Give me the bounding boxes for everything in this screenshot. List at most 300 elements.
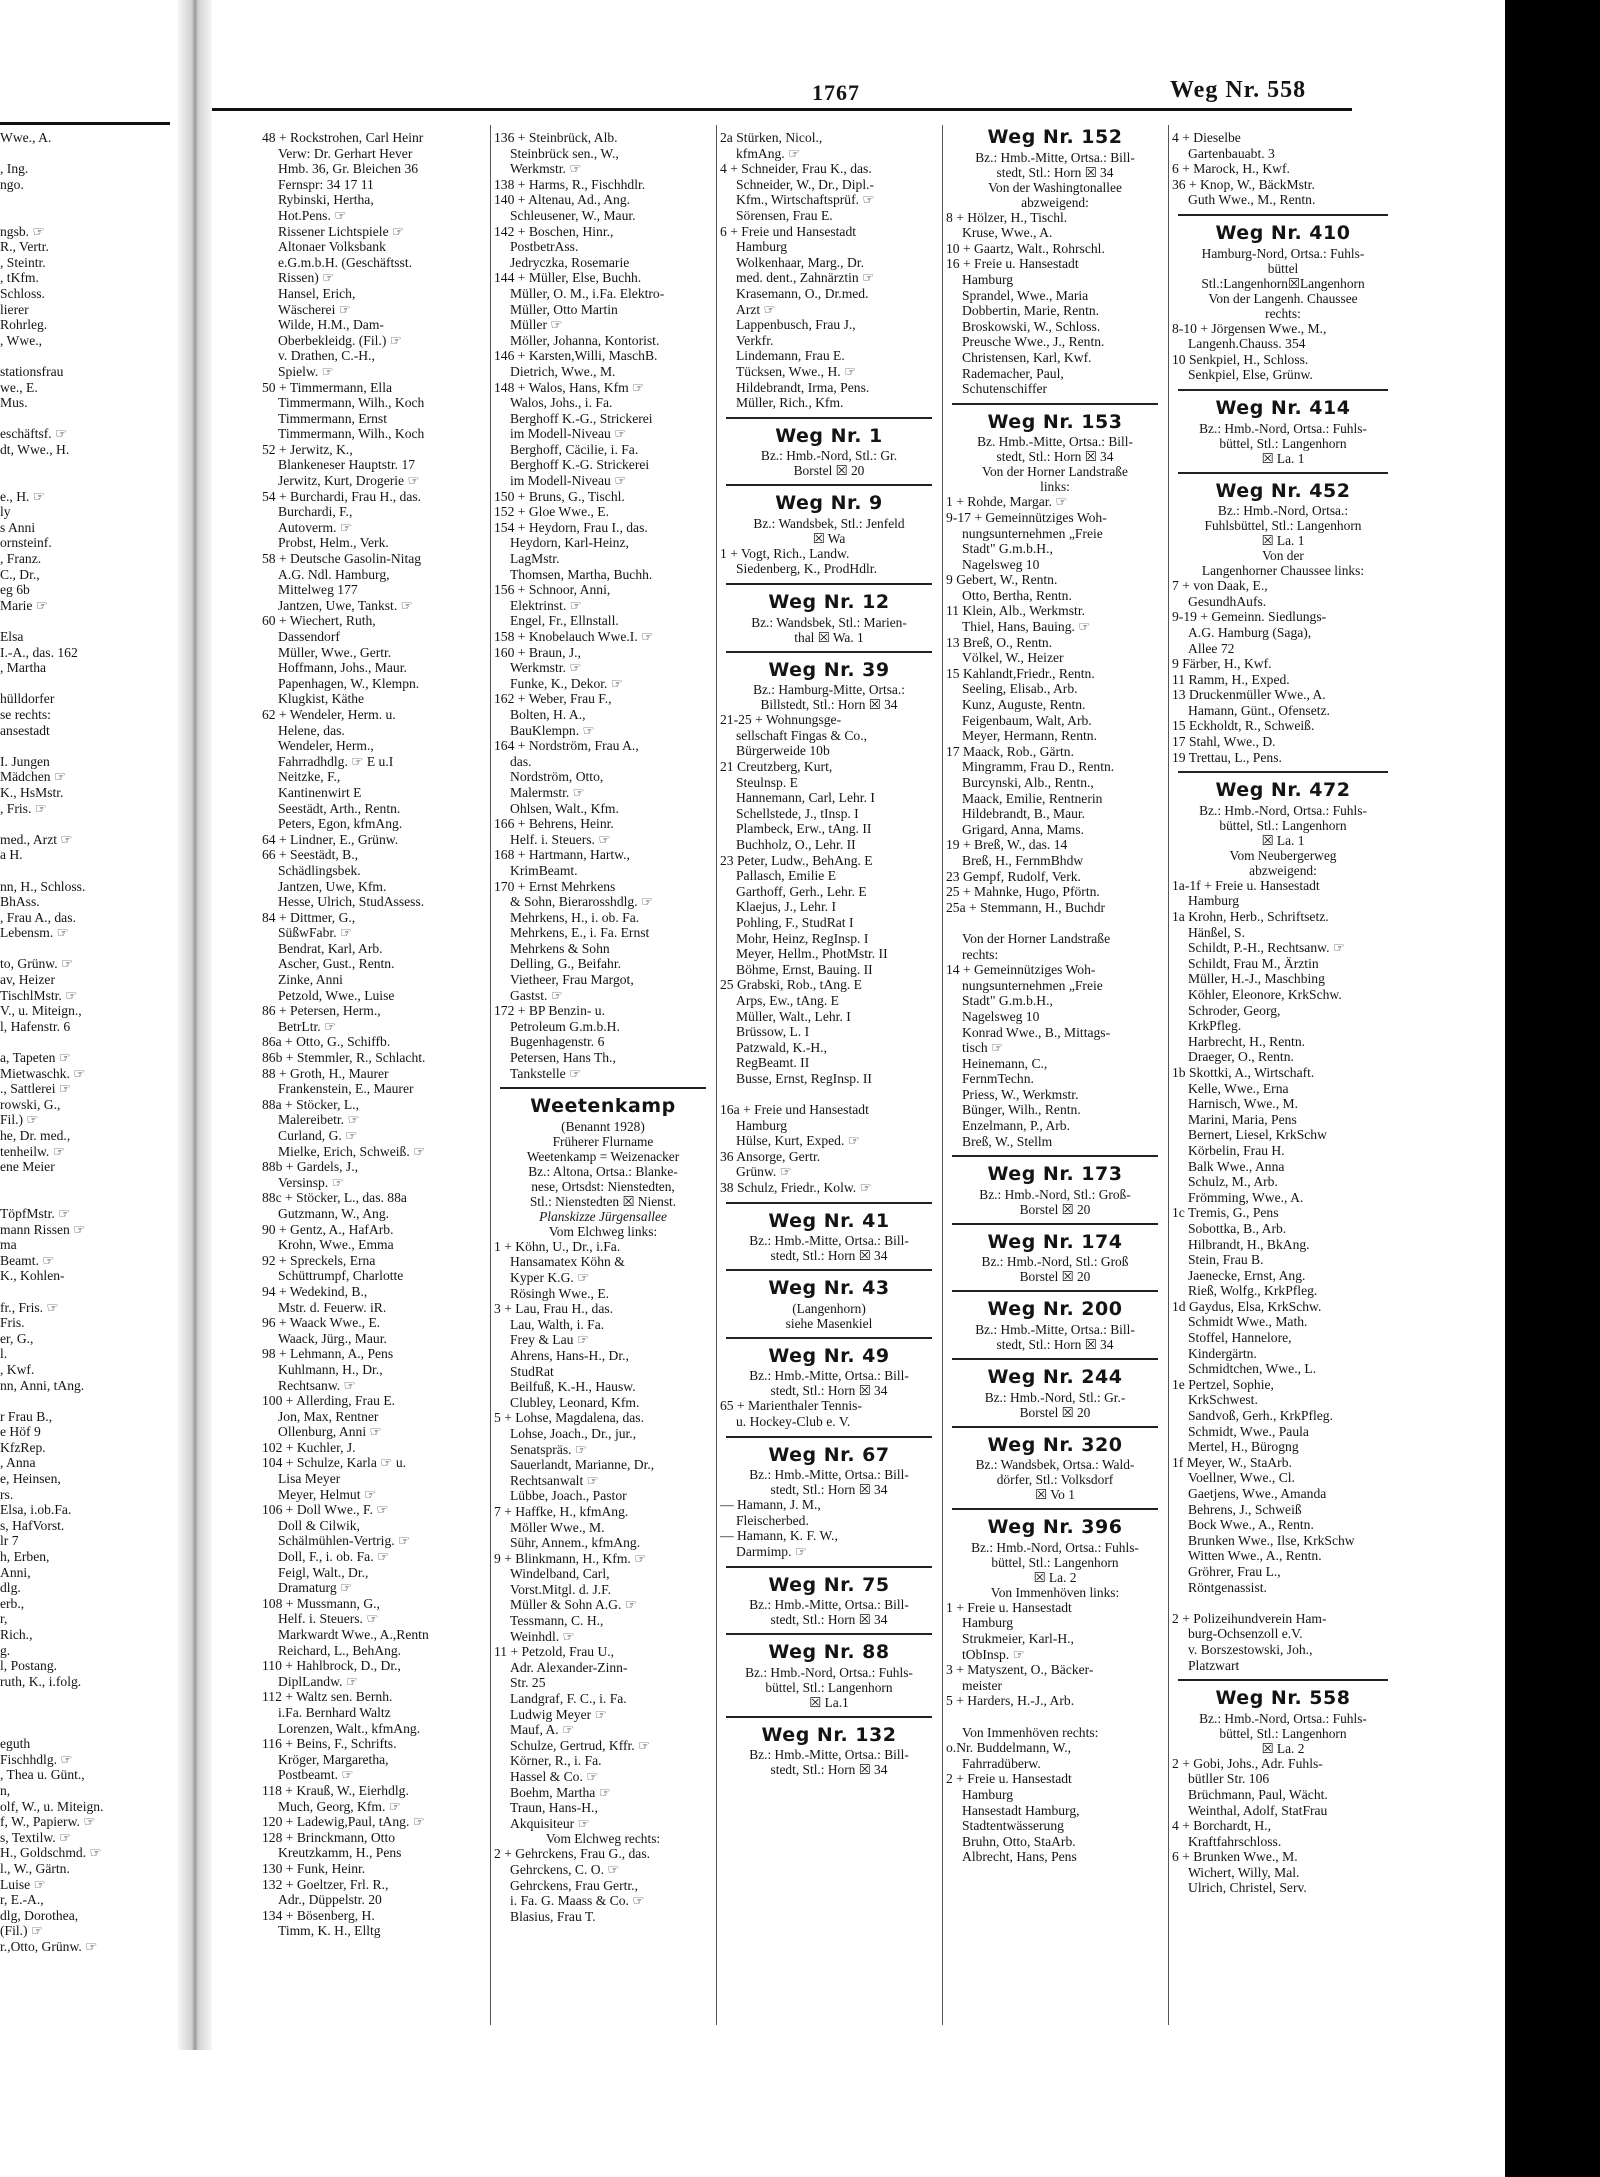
directory-entry: Petroleum G.m.b.H. [510, 1018, 620, 1034]
directory-entry: das. [510, 753, 532, 769]
street-info: stedt, Stl.: Horn ☒ 34 [770, 1482, 888, 1498]
directory-entry: Voellner, Wwe., Cl. [1188, 1470, 1295, 1486]
section-rule [952, 1155, 1158, 1157]
directory-entry: Vorst.Mitgl. d. J.F. [510, 1581, 612, 1597]
directory-entry: 7 + von Daak, E., [1172, 578, 1268, 594]
directory-entry: 118 + Krauß, W., Eierhdlg. [262, 1782, 409, 1798]
directory-entry: 86b + Stemmler, R., Schlacht. [262, 1050, 426, 1066]
directory-entry: Von Immenhöven rechts: [962, 1724, 1099, 1740]
directory-entry: Meyer, Hermann, Rentn. [962, 728, 1097, 744]
directory-entry: meister [962, 1677, 1003, 1693]
directory-entry: 1 + Rohde, Margar. ☞ [946, 494, 1068, 510]
stub-entry: r, E.-A., [0, 1892, 44, 1908]
directory-entry: Curland, G. ☞ [278, 1128, 358, 1143]
directory-entry: Grigard, Anna, Mams. [962, 821, 1084, 837]
directory-entry: Lau, Walth, i. Fa. [510, 1316, 605, 1332]
directory-entry: Mertel, H., Bürogng [1188, 1439, 1299, 1455]
stub-entry [0, 676, 170, 692]
stub-entry: H., Goldschmd. ☞ [0, 1845, 102, 1861]
directory-entry: Witten Wwe., A., Rentn. [1188, 1548, 1322, 1564]
section-rule [1178, 214, 1388, 216]
stub-entry: ngsb. ☞ [0, 223, 45, 239]
directory-entry: Brüssow, L. I [736, 1024, 810, 1040]
directory-entry: Seeling, Elisab., Arb. [962, 681, 1078, 697]
directory-entry: 50 + Timmermann, Ella [262, 379, 393, 395]
section-rule [726, 1202, 932, 1204]
directory-entry: Pallasch, Emilie E [736, 868, 837, 884]
stub-entry: Luise ☞ [0, 1876, 46, 1892]
directory-entry: Röntgenassist. [1188, 1579, 1267, 1595]
directory-entry: 90 + Gentz, A., HafArb. [262, 1221, 394, 1237]
directory-entry: Beilfuß, K.-H., Hausw. [510, 1379, 636, 1395]
street-info: Bz.: Hmb.-Nord, Ortsa.: Fuhls- [1199, 420, 1367, 436]
directory-entry: 172 + BP Benzin- u. [494, 1003, 605, 1019]
directory-entry: Schutenschiffer [962, 381, 1048, 397]
street-info: Borstel ☒ 20 [1019, 1404, 1091, 1420]
directory-entry: Garthoff, Gerh., Lehr. E [736, 883, 867, 899]
stub-entry: K., HsMstr. [0, 784, 64, 800]
directory-entry: 5 + Harders, H.-J., Arb. [946, 1693, 1075, 1709]
directory-entry: Hildebrandt, B., Maur. [962, 806, 1086, 822]
directory-entry: Berghoff K.-G. Strickerei [510, 457, 650, 473]
directory-entry: 1 + Vogt, Rich., Landw. [720, 545, 850, 561]
directory-entry: 3 + Matyszent, O., Bäcker- [946, 1662, 1094, 1678]
directory-entry: Reichard, L., BehAng. [278, 1642, 402, 1658]
directory-entry: Schulze, Gertrud, Kffr. ☞ [510, 1737, 651, 1753]
directory-entry: Schellstede, J., tInsp. I [736, 805, 859, 821]
street-info: Von der Langenh. Chaussee [1208, 290, 1358, 306]
directory-entry: Stadtentwässerung [962, 1818, 1064, 1834]
directory-entry: 21-25 + Wohnungsge- [720, 712, 842, 728]
directory-entry: Stadt" G.m.b.H., [962, 541, 1053, 557]
directory-entry: 3 + Lau, Frau H., das. [494, 1301, 614, 1317]
column-2-entries [494, 130, 712, 1081]
directory-entry: Schroder, Georg, [1188, 1002, 1281, 1018]
directory-entry: Böhme, Ernst, Bauing. II [736, 961, 873, 977]
directory-entry: 2 + Gehrckens, Frau G., das. [494, 1846, 651, 1862]
directory-entry: FernmTechn. [962, 1071, 1034, 1087]
street-info: siehe Masenkiel [785, 1315, 873, 1331]
directory-entry: Fahrradhdlg. ☞ E u.I [278, 753, 394, 769]
directory-entry: 2 + Freie u. Hansestadt [946, 1771, 1072, 1787]
street-info: Bz.: Hamburg-Mitte, Ortsa.: [753, 682, 905, 698]
directory-entry: Sandvoß, Gerh., KrkPfleg. [1188, 1408, 1333, 1424]
directory-entry: i. Fa. G. Maass & Co. ☞ [510, 1893, 645, 1909]
street-info: Hamburg-Nord, Ortsa.: Fuhls- [1201, 245, 1365, 261]
directory-entry: Sprandel, Wwe., Maria [962, 287, 1089, 303]
stub-entry: Fris. [0, 1315, 25, 1331]
directory-entry: 10 + Gaartz, Walt., Rohrschl. [946, 240, 1105, 256]
directory-entry: 25 Grabski, Rob., tAng. E [720, 977, 862, 993]
directory-entry: Mittelweg 177 [278, 582, 358, 598]
directory-entry: Funke, K., Dekor. ☞ [510, 675, 623, 691]
street-info: Langenhorner Chaussee links: [1201, 563, 1365, 579]
section-rule [952, 1358, 1158, 1360]
directory-entry: 148 + Walos, Hans, Kfm ☞ [494, 379, 645, 395]
directory-entry: Nordström, Otto, [510, 769, 604, 785]
street-heading: Weg Nr. 39 [768, 658, 890, 681]
street-info: büttel, Stl.: Langenhorn [991, 1554, 1119, 1570]
directory-entry: Adr. Alexander-Zinn- [510, 1659, 628, 1675]
directory-entry: Jantzen, Uwe, Tankst. ☞ [278, 597, 413, 613]
stub-entry: TischlMstr. ☞ [0, 987, 78, 1003]
street-info: büttel, Stl.: Langenhorn [1219, 817, 1347, 833]
stub-entry: C., Dr., [0, 566, 40, 582]
stub-entry: ma [0, 1237, 17, 1253]
directory-entry: im Modell-Niveau ☞ [510, 426, 627, 442]
stub-entry: fr., Fris. ☞ [0, 1299, 59, 1315]
stub-entry: l, Hafenstr. 6 [0, 1018, 71, 1034]
stub-entry: Wwe., A. [0, 130, 52, 145]
directory-entry: A.G. Ndl. Hamburg, [278, 566, 390, 582]
street-heading: Weg Nr. 41 [768, 1209, 890, 1232]
stub-entry: l, Postang. [0, 1658, 58, 1674]
directory-entry: tisch ☞ [962, 1040, 1004, 1056]
directory-entry: Gastst. ☞ [510, 987, 563, 1003]
stub-entry: , Thea u. Günt., [0, 1767, 85, 1783]
stub-entry: tenheilw. ☞ [0, 1143, 65, 1159]
directory-entry: DiplLandw. ☞ [278, 1673, 359, 1689]
directory-entry: Marini, Maria, Pens [1188, 1111, 1297, 1127]
street-heading: Weetenkamp [530, 1095, 676, 1118]
directory-entry: Gröhrer, Frau L., [1188, 1563, 1281, 1579]
stub-entry: ly [0, 504, 11, 520]
stub-entry: Rich., [0, 1627, 33, 1642]
street-info: thal ☒ Wa. 1 [794, 629, 864, 645]
directory-entry: 66 + Seestädt, B., [262, 847, 359, 863]
stub-entry: KfzRep. [0, 1439, 46, 1455]
directory-entry: Stoffel, Hannelore, [1188, 1330, 1292, 1346]
directory-entry: Doll, F., i. ob. Fa. ☞ [278, 1549, 390, 1565]
directory-entry: Christensen, Karl, Kwf. [962, 349, 1092, 365]
stub-entry: r.,Otto, Grünw. ☞ [0, 1938, 98, 1954]
stub-entry [0, 146, 170, 162]
directory-entry: Helf. i. Steuers. ☞ [510, 831, 611, 847]
directory-entry: Hassel & Co. ☞ [510, 1769, 599, 1784]
directory-entry: 102 + Kuchler, J. [262, 1439, 356, 1455]
directory-entry: Müller, H.-J., Maschbing [1188, 971, 1325, 987]
directory-entry: 8 + Hölzer, H., Tischl. [946, 209, 1068, 225]
directory-entry: 23 Peter, Ludw., BehAng. E [720, 852, 873, 868]
stub-entry: I.-A., das. 162 [0, 644, 78, 660]
directory-entry: Gehrckens, C. O. ☞ [510, 1861, 620, 1877]
stub-entry: TöpfMstr. ☞ [0, 1205, 71, 1221]
directory-entry: Albrecht, Hans, Pens [962, 1849, 1077, 1865]
directory-entry: 132 + Goeltzer, Frl. R., [262, 1876, 389, 1892]
section-rule [952, 1290, 1158, 1292]
directory-entry: Hamburg [962, 1786, 1014, 1802]
street-info: Bz. Hmb.-Mitte, Ortsa.: Bill- [977, 434, 1133, 450]
directory-entry: BauKlempn. ☞ [510, 722, 595, 738]
stub-entry: Lebensm. ☞ [0, 925, 69, 941]
stub-entry: e Höf 9 [0, 1424, 41, 1440]
directory-entry: Oberbekleidg. (Fil.) ☞ [278, 332, 402, 348]
directory-entry: 9-17 + Gemeinnütziges Woh- [946, 509, 1107, 525]
directory-entry: Stein, Frau B. [1188, 1252, 1264, 1268]
street-direction: Vom Elchweg links: [548, 1223, 658, 1239]
directory-entry: Rissen) ☞ [278, 270, 335, 286]
directory-entry: Lorenzen, Walt., kfmAng. [278, 1720, 421, 1736]
directory-entry: 13 Breß, O., Rentn. [946, 634, 1053, 650]
street-info: Bz.: Wandsbek, Stl.: Jenfeld [753, 515, 905, 531]
directory-entry: Möller, Johanna, Kontorist. [510, 332, 660, 348]
directory-entry: 6 + Brunken Wwe., M. [1172, 1849, 1298, 1865]
directory-entry: Mielke, Erich, Schweiß. ☞ [278, 1143, 426, 1159]
header-rule [212, 108, 1352, 111]
directory-entry: Fleischerbed. [736, 1512, 809, 1528]
directory-entry: i.Fa. Bernhard Waltz [278, 1704, 391, 1720]
street-info: ☒ La. 1 [1261, 450, 1305, 466]
directory-entry: Akquisiteur ☞ [510, 1815, 590, 1831]
directory-entry: Schulz, M., Arb. [1188, 1174, 1278, 1190]
stub-entry [0, 1190, 170, 1206]
directory-entry: Gaetjens, Wwe., Amanda [1188, 1486, 1327, 1501]
street-info: abzweigend: [1021, 194, 1089, 210]
directory-entry: Otto, Bertha, Rentn. [962, 587, 1072, 603]
street-info: abzweigend: [1249, 862, 1317, 878]
directory-entry: 58 + Deutsche Gasolin-Nitag [262, 551, 422, 567]
stub-entry: s, HafVorst. [0, 1517, 65, 1533]
directory-entry: Hilbrandt, H., BkAng. [1188, 1236, 1310, 1252]
directory-entry: Siedenberg, K., ProdHdlr. [736, 561, 877, 577]
stub-entry: f, W., Papierw. ☞ [0, 1814, 96, 1830]
stub-entry: lr 7 [0, 1533, 19, 1549]
directory-entry: Autoverm. ☞ [278, 519, 353, 535]
directory-entry: Jon, Max, Rentner [278, 1408, 379, 1424]
directory-entry: Str. 25 [510, 1675, 546, 1691]
directory-entry: nungsunternehmen „Freie [962, 977, 1103, 993]
street-info: Bz.: Hmb.-Mitte, Ortsa.: Bill- [749, 1467, 909, 1483]
directory-entry: 13 Druckenmüller Wwe., A. [1172, 687, 1326, 703]
directory-entry: 98 + Lehmann, A., Pens [262, 1346, 394, 1362]
directory-entry: sellschaft Fingas & Co., [736, 727, 868, 743]
stub-entry: K., Kohlen- [0, 1268, 65, 1284]
stub-entry: r, [0, 1611, 8, 1627]
directory-entry: 36 Ansorge, Gertr. [720, 1148, 821, 1164]
directory-entry: Ludwig Meyer ☞ [510, 1706, 607, 1722]
directory-entry: Ascher, Gust., Rentn. [278, 956, 395, 972]
stub-entry: Elsa, i.ob.Fa. [0, 1502, 72, 1518]
directory-entry: 25a + Stemmann, H., Buchdr [946, 899, 1106, 915]
stub-entry [0, 1393, 170, 1409]
directory-entry: 92 + Spreckels, Erna [262, 1252, 376, 1268]
directory-entry: 21 Creutzberg, Kurt, [720, 759, 833, 775]
directory-entry: Breß, H., FernmBhdw [962, 852, 1084, 868]
stub-entry: Fischhdlg. ☞ [0, 1751, 73, 1767]
stub-entry: n, [0, 1782, 11, 1798]
street-info: stedt, Stl.: Horn ☒ 34 [770, 1383, 888, 1399]
directory-entry: 7 + Haffke, H., kfmAng. [494, 1503, 629, 1519]
directory-entry: 142 + Boschen, Hinr., [494, 223, 614, 239]
directory-entry: Berghoff K.-G., Strickerei [510, 410, 653, 426]
stub-entry [0, 1034, 170, 1050]
directory-entry: 88c + Stöcker, L., das. 88a [262, 1190, 407, 1206]
directory-entry: Zinke, Anni [278, 972, 343, 988]
directory-entry: 64 + Lindner, E., Grünw. [262, 831, 399, 847]
directory-entry: 1e Pertzel, Sophie, [1172, 1376, 1274, 1392]
column-5 [1172, 130, 1394, 1896]
directory-entry: Schädlingsbek. [278, 862, 361, 878]
street-info: Bz.: Wandsbek, Stl.: Marien- [751, 614, 907, 630]
directory-entry: Mingramm, Frau D., Rentn. [962, 759, 1115, 775]
stub-entry: Fil.) ☞ [0, 1112, 39, 1128]
directory-entry: 6 + Freie und Hansestadt [720, 223, 857, 239]
directory-entry: Petzold, Wwe., Luise [278, 987, 395, 1003]
street-info: Bz.: Hmb.-Mitte, Ortsa.: Bill- [975, 149, 1135, 165]
directory-entry: Dobbertin, Marie, Rentn. [962, 303, 1100, 319]
directory-entry: Rieß, Wolfg., KrkPfleg. [1188, 1283, 1318, 1299]
directory-entry: 36 + Knop, W., BäckMstr. [1172, 176, 1315, 192]
directory-entry: Nagelsweg 10 [962, 556, 1040, 572]
stub-entry: eg 6b [0, 582, 30, 598]
directory-entry: Rechtsanw. ☞ [278, 1377, 356, 1393]
directory-entry: Broskowski, W., Schloss. [962, 318, 1101, 334]
street-info: Bz.: Hmb.-Nord, Stl.: Groß [981, 1254, 1129, 1270]
street-info: Borstel ☒ 20 [1019, 1269, 1091, 1285]
directory-entry: Hot.Pens. ☞ [278, 207, 347, 223]
directory-entry: 4 + Borchardt, H., [1172, 1818, 1272, 1834]
directory-entry: 112 + Waltz sen. Bernh. [262, 1689, 393, 1705]
directory-entry: 106 + Doll Wwe., F. ☞ [262, 1502, 389, 1518]
street-info: links: [1040, 479, 1070, 495]
directory-entry: e.G.m.b.H. (Geschäftsst. [278, 254, 413, 270]
stub-entry: e., H. ☞ [0, 488, 46, 504]
column-separator [1168, 125, 1169, 2025]
directory-entry: 9 Färber, H., Kwf. [1172, 656, 1272, 672]
street-heading: Weg Nr. 43 [768, 1277, 890, 1300]
street-info: dörfer, Stl.: Volksdorf [996, 1472, 1114, 1488]
directory-entry: Feigl, Walt., Dr., [278, 1564, 369, 1580]
directory-entry: rechts: [962, 946, 999, 962]
directory-entry: 1a Krohn, Herb., Schriftsetz. [1172, 909, 1329, 925]
directory-entry: 4 + Schneider, Frau K., das. [720, 161, 872, 177]
stub-entry: dlg. [0, 1580, 21, 1596]
directory-entry: Konrad Wwe., B., Mittags- [962, 1024, 1111, 1040]
stub-entry: , Anna [0, 1455, 36, 1471]
directory-entry: Kröger, Margaretha, [278, 1751, 389, 1767]
directory-entry: 1d Gaydus, Elsa, KrkSchw. [1172, 1298, 1322, 1314]
stub-entry: to, Grünw. ☞ [0, 956, 74, 972]
directory-entry: A.G. Hamburg (Saga), [1188, 624, 1312, 640]
directory-entry: Arzt ☞ [736, 301, 776, 317]
directory-entry: Bünger, Wilh., Rentn. [962, 1102, 1081, 1118]
stub-entry: we., E. [0, 379, 38, 395]
directory-entry: Mehrkens, E., i. Fa. Ernst [510, 925, 650, 941]
street-info: stedt, Stl.: Horn ☒ 34 [770, 1612, 888, 1628]
directory-entry: Rechtsanwalt ☞ [510, 1472, 599, 1488]
stub-entry: I. Jungen [0, 753, 50, 769]
directory-entry: 15 Eckholdt, R., Schweiß. [1172, 718, 1315, 734]
directory-entry: Feigenbaum, Walt, Arb. [962, 712, 1092, 728]
directory-entry: Lohse, Joach., Dr., jur., [510, 1425, 637, 1441]
directory-entry: Senkpiel, Else, Grünw. [1188, 367, 1313, 383]
section-rule [1178, 472, 1388, 474]
directory-entry: 8-10 + Jörgensen Wwe., M., [1172, 320, 1327, 336]
directory-entry: Maack, Emilie, Rentnerin [962, 790, 1103, 806]
stub-entry [0, 738, 170, 754]
page-number: 1767 [812, 80, 860, 105]
directory-entry: Hamburg [736, 1117, 788, 1133]
directory-entry: Bernert, Liesel, KrkSchw [1188, 1127, 1327, 1143]
street-info: Bz.: Hmb.-Nord, Ortsa.: Fuhls- [745, 1664, 913, 1680]
directory-entry: Bruhn, Otto, StaArb. [962, 1833, 1076, 1849]
street-heading: Weg Nr. 173 [987, 1163, 1123, 1186]
directory-entry: 19 Trettau, L., Pens. [1172, 749, 1282, 765]
section-rule [726, 1633, 932, 1635]
directory-entry: 2 + Polizeihundverein Ham- [1172, 1610, 1327, 1626]
street-named-date: (Benannt 1928) [561, 1118, 645, 1134]
directory-entry: Weinthal, Adolf, StatFrau [1188, 1802, 1328, 1818]
street-heading: Weg Nr. 396 [987, 1516, 1123, 1539]
running-head: Weg Nr. 558 [1170, 77, 1307, 103]
directory-entry: Müller ☞ [510, 317, 563, 333]
street-heading: Weg Nr. 67 [768, 1443, 890, 1466]
stub-entry: s Anni [0, 519, 36, 535]
street-info: Bz.: Hmb.-Nord, Ortsa.: Fuhls- [971, 1539, 1139, 1555]
directory-entry: Steulnsp. E [736, 774, 798, 790]
directory-entry: Postbeamt. ☞ [278, 1767, 354, 1783]
street-district: Bz.: Altona, Ortsa.: Blanke- [528, 1163, 678, 1179]
directory-entry: Langenh.Chauss. 354 [1188, 336, 1306, 352]
directory-entry: KrkSchwest. [1188, 1392, 1258, 1408]
directory-entry: Hamburg [1188, 893, 1240, 909]
directory-entry: Burcynski, Alb., Rentn., [962, 775, 1094, 790]
street-info: rechts: [1265, 305, 1301, 321]
directory-entry: 130 + Funk, Heinr. [262, 1860, 366, 1876]
directory-entry: Jedryczka, Rosemarie [510, 254, 630, 270]
stub-entry: V., u. Miteign., [0, 1003, 82, 1019]
directory-entry: Kelle, Wwe., Erna [1188, 1080, 1289, 1096]
directory-entry: Delling, G., Beifahr. [510, 956, 621, 972]
directory-entry: Altonaer Volksbank [278, 239, 386, 255]
stub-entry [0, 1705, 170, 1721]
directory-entry: Rademacher, Paul, [962, 365, 1064, 381]
street-heading: Weg Nr. 558 [1215, 1687, 1351, 1710]
street-info: ☒ Vo 1 [1035, 1487, 1075, 1503]
stub-entry: l. [0, 1346, 8, 1362]
section-rule [1178, 389, 1388, 391]
directory-entry: Ulrich, Christel, Serv. [1188, 1880, 1307, 1896]
directory-entry: Nagelsweg 10 [962, 1008, 1040, 1024]
directory-entry: Platzwart [1188, 1657, 1240, 1673]
directory-entry: Adr., Düppelstr. 20 [278, 1892, 382, 1908]
directory-entry: Doll & Cilwik, [278, 1517, 360, 1533]
street-heading: Weg Nr. 472 [1215, 779, 1351, 802]
directory-entry: Verkfr. [736, 332, 774, 348]
street-info: Bz.: Hmb.-Mitte, Ortsa.: Bill- [749, 1597, 909, 1613]
directory-entry: Völkel, W., Heizer [962, 650, 1064, 666]
section-rule [952, 1426, 1158, 1428]
directory-entry: Patzwald, K.-H., [736, 1039, 827, 1055]
directory-entry: Guth Wwe., M., Rentn. [1188, 192, 1316, 208]
stub-entry: r Frau B., [0, 1408, 53, 1424]
directory-entry: Spielw. ☞ [278, 363, 334, 379]
directory-entry: kfmAng. ☞ [736, 145, 801, 161]
directory-entry: 23 Gempf, Rudolf, Verk. [946, 868, 1081, 884]
street-heading: Weg Nr. 12 [768, 591, 890, 614]
stub-entry [0, 613, 170, 629]
directory-entry: Sühr, Annem., kfmAng. [510, 1535, 641, 1551]
directory-entry: 38 Schulz, Friedr., Kolw. ☞ [720, 1180, 872, 1196]
directory-entry: Wichert, Willy, Mal. [1188, 1864, 1300, 1880]
column-4 [946, 126, 1164, 1865]
directory-entry: nungsunternehmen „Freie [962, 525, 1103, 541]
street-heading: Weg Nr. 9 [775, 492, 883, 515]
directory-entry: Müller & Sohn A.G. ☞ [510, 1597, 637, 1613]
directory-entry: Breß, W., Stellm [962, 1133, 1053, 1149]
directory-entry: Frey & Lau ☞ [510, 1332, 590, 1348]
directory-entry: Tücksen, Wwe., H. ☞ [736, 363, 857, 379]
